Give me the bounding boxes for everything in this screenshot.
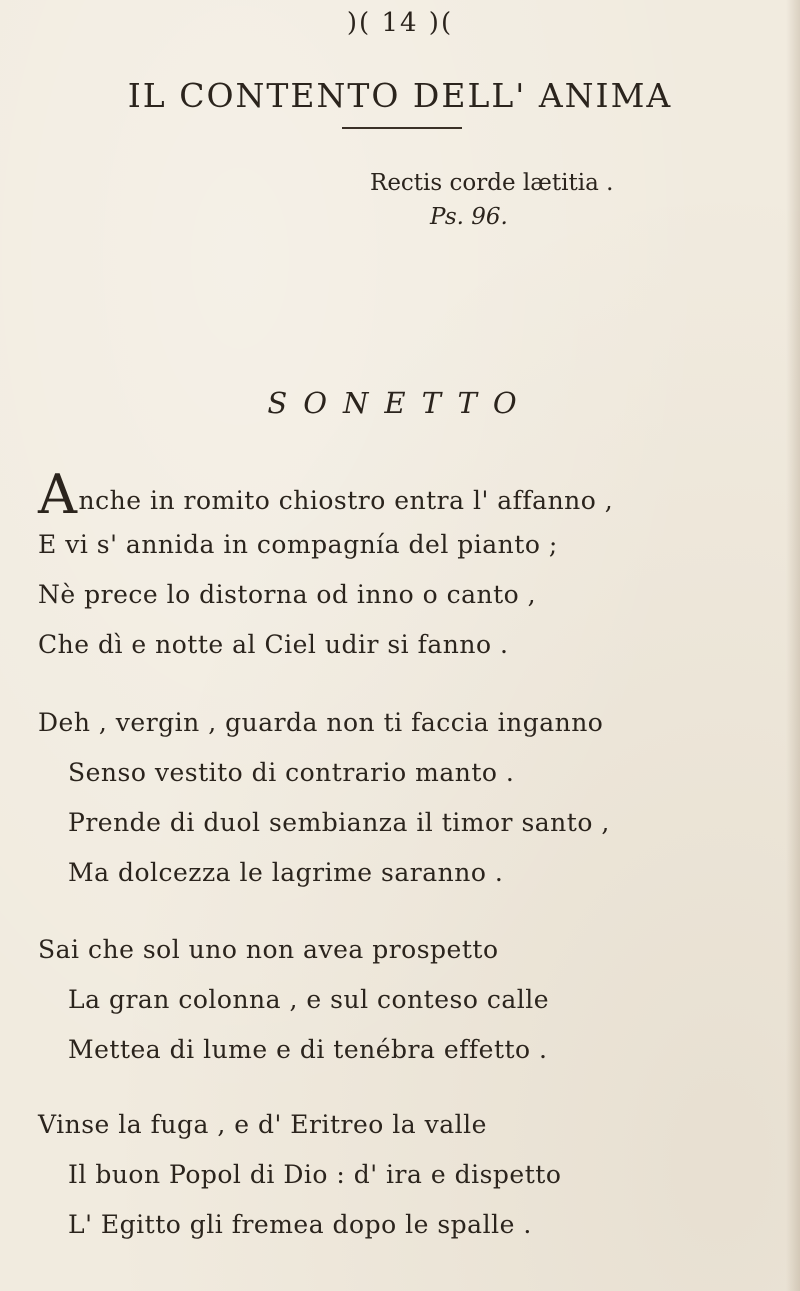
page-number: )( 14 )(	[346, 8, 454, 38]
epigraph-text: Rectis corde lætitia .	[370, 170, 614, 196]
verse-line-6: Senso vestito di contrario manto .	[68, 758, 515, 787]
verse-line-10: La gran colonna , e sul conteso calle	[68, 985, 550, 1014]
verse-line-1	[38, 463, 614, 526]
verse-line-4: Che dì e notte al Ciel udir si fanno .	[38, 630, 509, 659]
verse-line-2: E vi s' annida in compagnía del pianto ;	[38, 530, 558, 559]
page-title: IL CONTENTO DELL' ANIMA	[127, 76, 673, 115]
verse-line-5: Deh , vergin , guarda non ti faccia inganno	[38, 708, 604, 737]
verse-text: nche in romito chiostro entra l' affanno ,	[78, 486, 614, 515]
verse-line-14: L' Egitto gli fremea dopo le spalle .	[68, 1210, 532, 1239]
verse-line-3: Nè prece lo distorna od inno o canto ,	[38, 580, 537, 609]
verse-line-13: Il buon Popol di Dio : d' ira e dispetto	[68, 1160, 562, 1189]
verse-line-7: Prende di duol sembianza il timor santo ,	[68, 808, 610, 837]
verse-line-9: Sai che sol uno non avea prospetto	[38, 935, 499, 964]
epigraph-reference: Ps. 96.	[430, 204, 508, 230]
drop-cap: A	[38, 463, 78, 526]
verse-line-12: Vinse la fuga , e d' Eritreo la valle	[38, 1110, 487, 1139]
verse-line-8: Ma dolcezza le lagrime saranno .	[68, 858, 504, 887]
verse-line-11: Mettea di lume e di tenébra effetto .	[68, 1035, 548, 1064]
sonnet-heading: SONETTO	[267, 386, 533, 420]
